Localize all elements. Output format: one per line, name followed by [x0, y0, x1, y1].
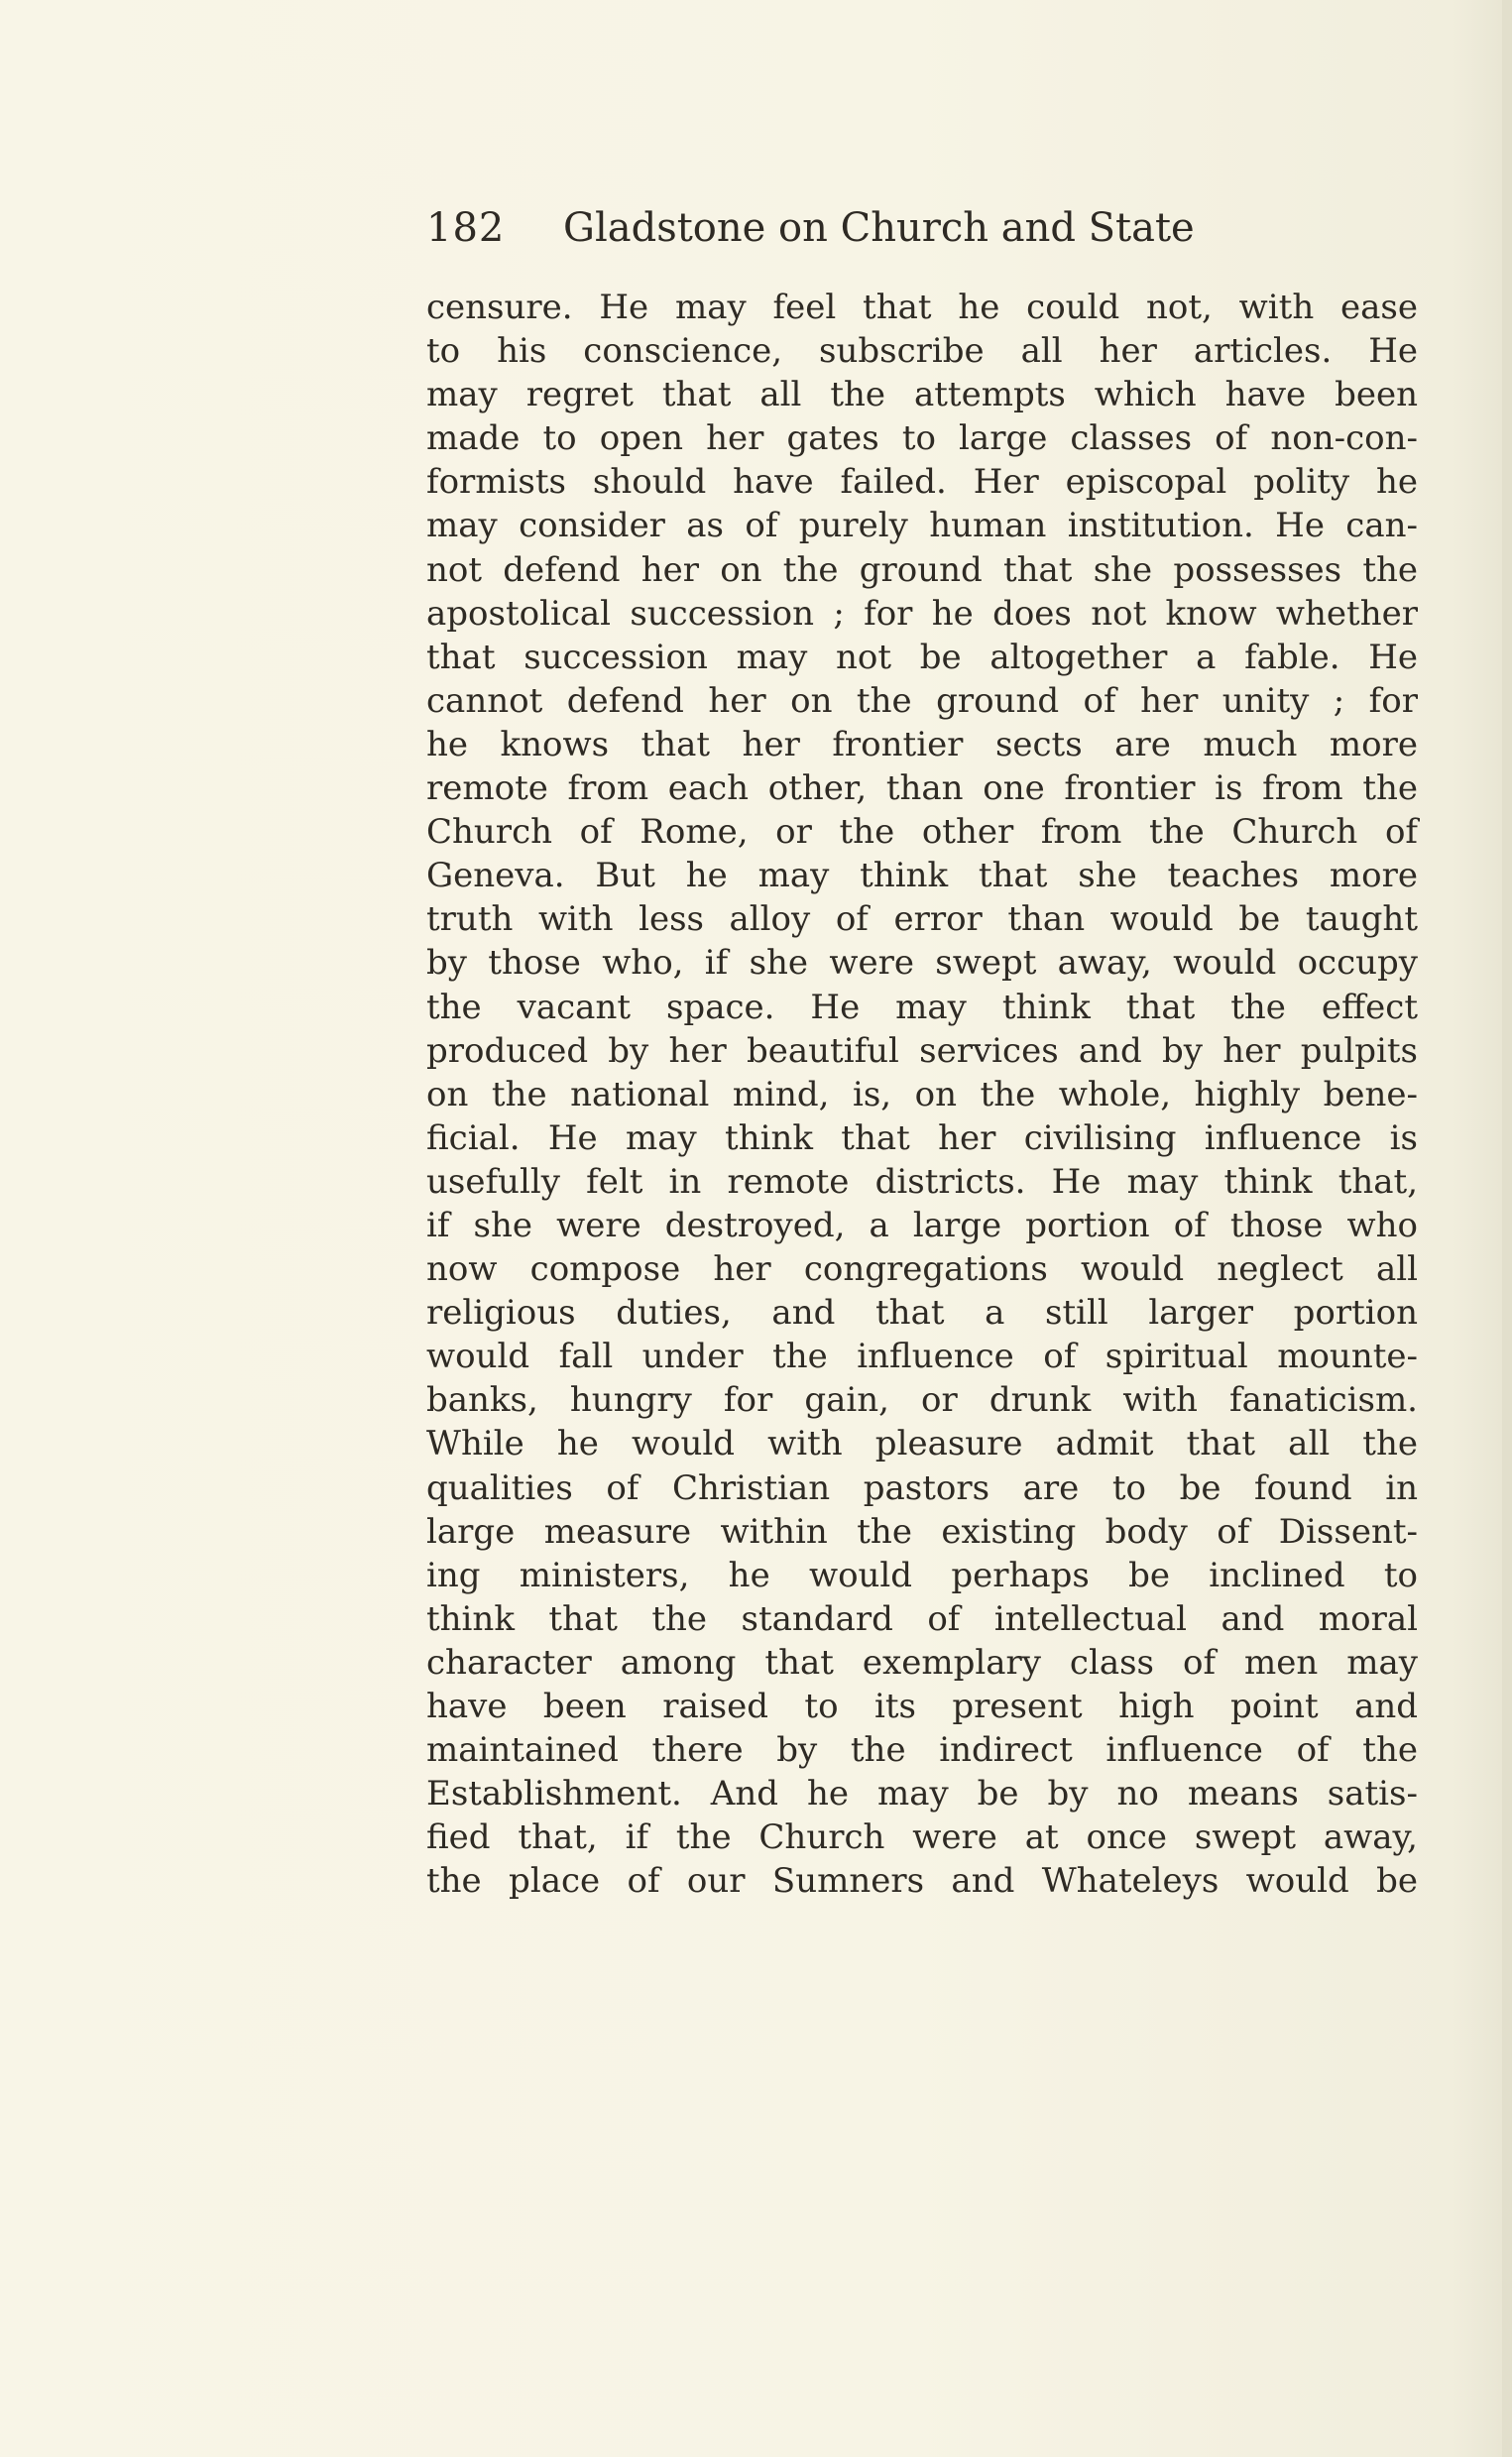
text-line: may consider as of purely human institution. He can-: [426, 506, 1418, 546]
text-line: censure. He may feel that he could not, with ease: [426, 288, 1418, 327]
text-line: have been raised to its present high point and: [426, 1687, 1418, 1726]
text-line: the place of our Sumners and Whateleys would be: [426, 1861, 1418, 1902]
text-line: cannot defend her on the ground of her unity ; for: [426, 680, 1418, 721]
text-line: by those who, if she were swept away, would occupy: [426, 943, 1418, 984]
text-line: not defend her on the ground that she possesses the: [426, 549, 1418, 590]
text-line: made to open her gates to large classes of non-con-: [426, 418, 1418, 459]
text-line: now compose her congregations would neglect all: [426, 1249, 1418, 1290]
text-line: to his conscience, subscribe all her articles. He: [426, 331, 1418, 372]
text-line: usefully felt in remote districts. He may think that,: [426, 1161, 1418, 1202]
text-line: produced by her beautiful services and by her pulpits: [426, 1030, 1418, 1071]
text-line: the vacant space. He may think that the effect: [426, 987, 1418, 1027]
page-header: [426, 198, 1418, 258]
text-line: fied that, if the Church were at once swept away,: [426, 1817, 1418, 1858]
text-line: character among that exemplary class of men may: [426, 1642, 1418, 1683]
text-line: truth with less alloy of error than would be taught: [426, 899, 1418, 940]
text-line: formists should have failed. Her episcopal polity he: [426, 462, 1418, 503]
text-line: Geneva. But he may think that she teaches more: [426, 856, 1418, 896]
text-line: think that the standard of intellectual and moral: [426, 1598, 1418, 1639]
text-line: religious duties, and that a still larger portion: [426, 1293, 1418, 1334]
text-line: large measure within the existing body of Dissent-: [426, 1511, 1418, 1552]
text-line: may regret that all the attempts which have been: [426, 375, 1418, 415]
page-edge: [1502, 0, 1512, 2457]
text-line: qualities of Christian pastors are to be found in: [426, 1467, 1418, 1508]
text-line: Establishment. And he may be by no means satis-: [426, 1774, 1418, 1814]
text-line: While he would with pleasure admit that all the: [426, 1424, 1418, 1464]
text-line: Church of Rome, or the other from the Church of: [426, 812, 1418, 853]
text-line: remote from each other, than one frontier is from the: [426, 768, 1418, 809]
text-line: maintained there by the indirect influence of the: [426, 1730, 1418, 1771]
text-line: banks, hungry for gain, or drunk with fanaticism.: [426, 1380, 1418, 1421]
text-line: ing ministers, he would perhaps be inclined to: [426, 1555, 1418, 1595]
text-line: on the national mind, is, on the whole, highly bene-: [426, 1074, 1418, 1114]
text-line: apostolical succession ; for he does not know whether: [426, 593, 1418, 634]
text-line: he knows that her frontier sects are much more: [426, 724, 1418, 764]
body-text: [426, 286, 1418, 1903]
text-line: if she were destroyed, a large portion of those who: [426, 1205, 1418, 1245]
text-line: ficial. He may think that her civilising influence is: [426, 1117, 1418, 1158]
text-line: that succession may not be altogether a fable. He: [426, 637, 1418, 677]
running-title: Gladstone on Church and State: [563, 205, 1195, 251]
page-number: 182: [426, 205, 506, 251]
text-line: would fall under the influence of spiritual mounte-: [426, 1337, 1418, 1377]
